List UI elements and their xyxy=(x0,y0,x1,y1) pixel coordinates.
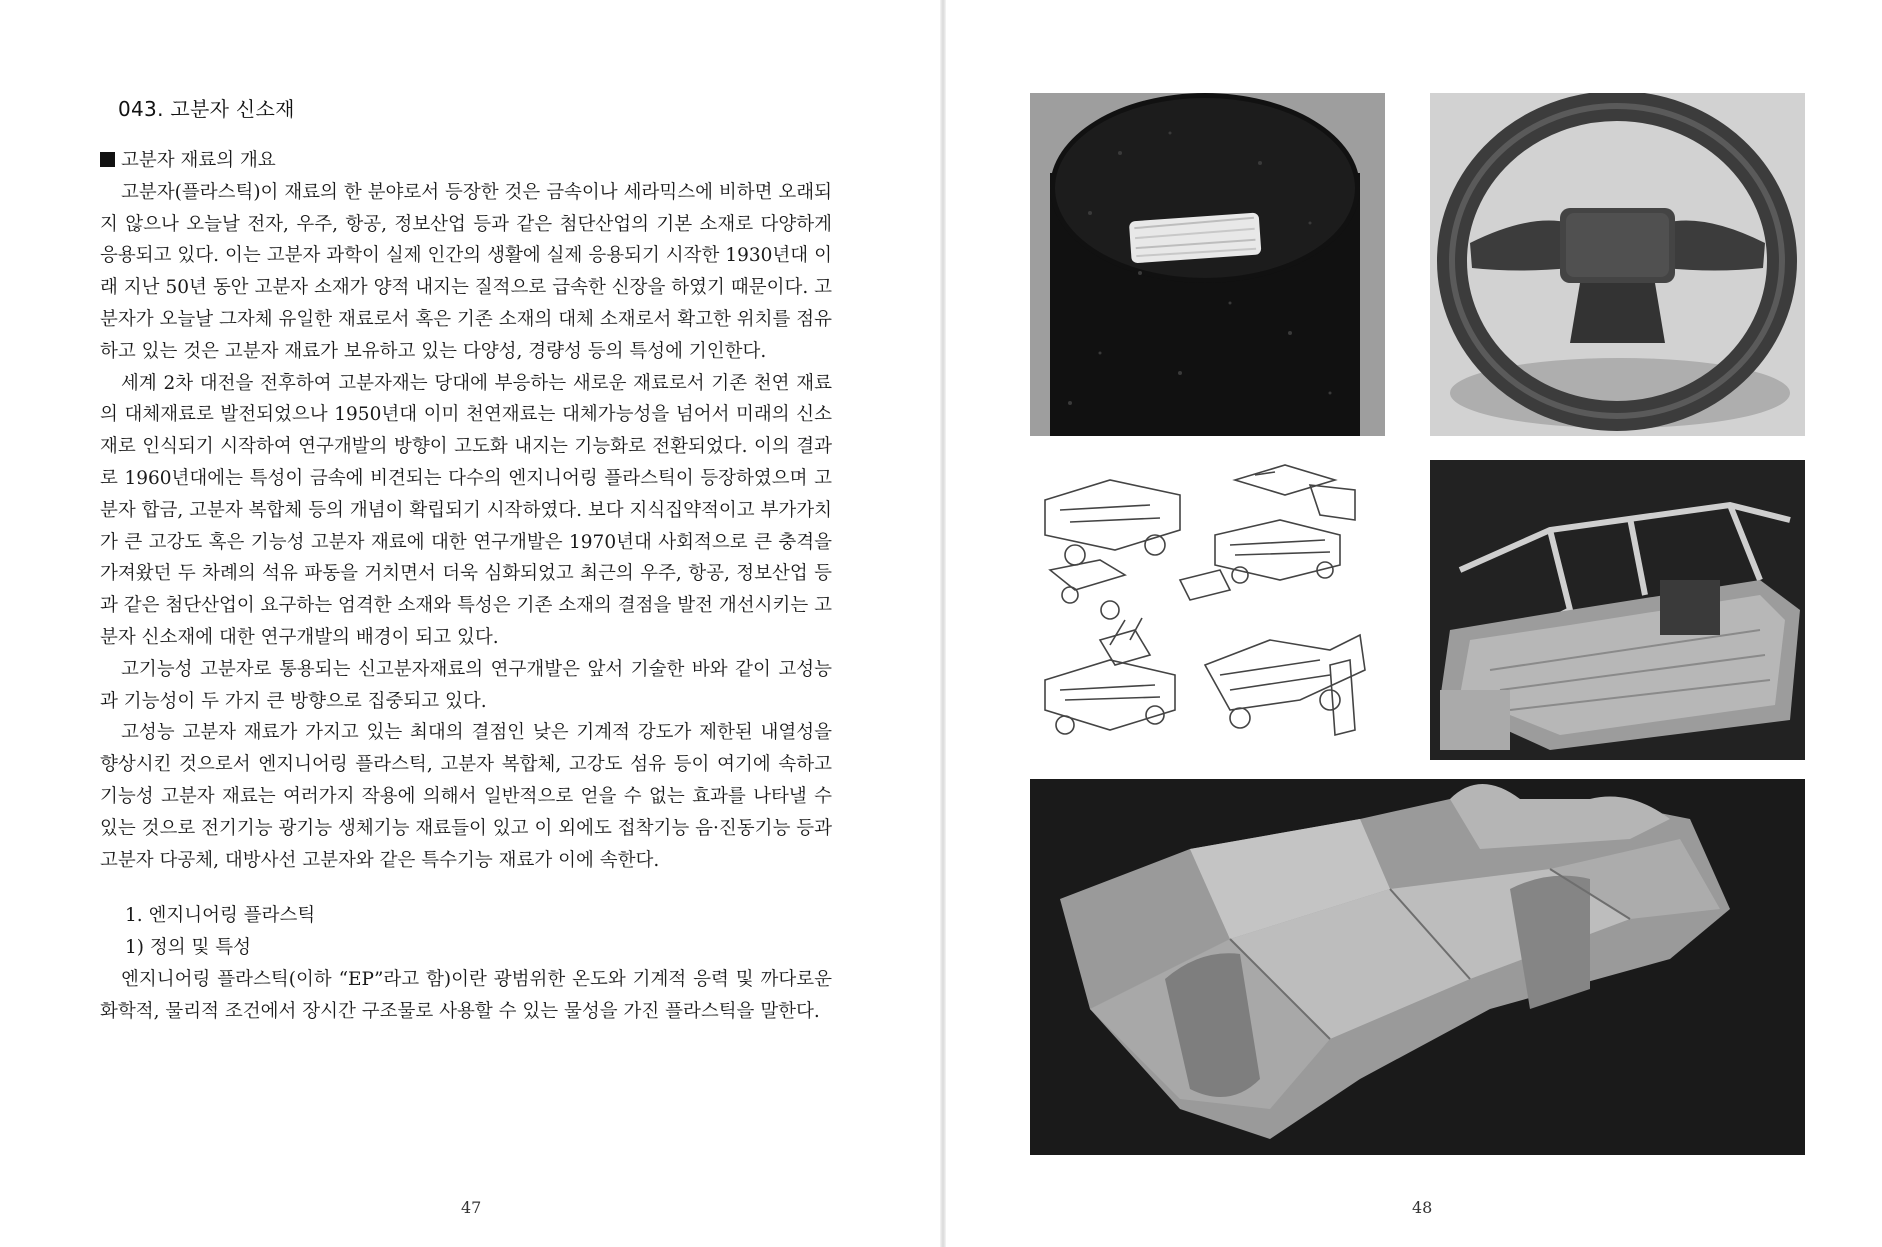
overview-title: 고분자 재료의 개요 xyxy=(121,150,276,171)
page-number-right: 48 xyxy=(1412,1198,1433,1217)
paragraph-3: 고기능성 고분자로 통용되는 신고분자재료의 연구개발은 앞서 기술한 바와 같이 고성능과 기능성이 두 가지 큰 방향으로 집중되고 있다. xyxy=(100,658,832,712)
left-page xyxy=(0,0,940,1247)
body-text xyxy=(100,145,832,1028)
overview-subheading xyxy=(100,145,832,177)
section-title: 1. 엔지니어링 플라스틱 xyxy=(125,905,316,927)
page-number-left: 47 xyxy=(461,1198,482,1217)
subsection-title: 1) 정의 및 특성 xyxy=(125,937,251,959)
vehicle-assembly-drawings xyxy=(1030,460,1385,760)
paragraph-4: 고성능 고분자 재료가 가지고 있는 최대의 결점인 낮은 기계적 강도가 제한된 내열성을 향상시킨 것으로서 엔지니어링 플라스틱, 고분자 복합체, 고강도 섬유 등이 여기에 속하고 기능성 고분자 재료는 여러가지 작용에 의해서 일반적으로 얻을 수 없는 효과를 나타낼 수 있는 것으로 전기기능 광기능 생체기능 재료들이 있고 이 외에도 접착기능 음·진동기능 등과 고분자 다공체, 대방사선 고분자와 같은 특수기능 재료가 이에 속한다. xyxy=(100,722,832,871)
plastic-sample-photo xyxy=(1030,93,1385,436)
car-body-frame-photo xyxy=(1430,460,1805,760)
page-heading: 043. 고분자 신소재 xyxy=(118,97,295,121)
paragraph-2: 세계 2차 대전을 전후하여 고분자재는 당대에 부응하는 새로운 재료로서 기존 천연 재료의 대체재료로 발전되었으나 1950년대 이미 천연재료는 대체가능성을 넘어서 미래의 신소재로 인식되기 시작하여 연구개발의 방향이 고도화 내지는 기능화로 전환되었다. 이의 결과로 1960년대에는 특성이 금속에 비견되는 다수의 엔지니어링 플라스틱이 등장하였으며 고분자 합금, 고분자 복합체 등의 개념이 확립되기 시작하였다. 보다 지식집약적이고 부가가치가 큰 고강도 혹은 기능성 고분자 재료에 대한 연구개발은 1970년대 사회적으로 큰 충격을 가져왔던 두 차례의 석유 파동을 거치면서 더욱 심화되었고 최근의 우주, 항공, 정보산업 등과 같은 첨단산업이 요구하는 엄격한 소재와 특성은 기존 소재의 결점을 발전 개선시키는 고분자 신소재에 대한 연구개발의 배경이 되고 있다. xyxy=(100,372,832,648)
plastic-car-tub-photo xyxy=(1030,779,1805,1155)
black-square-bullet-icon xyxy=(100,152,115,167)
right-page xyxy=(946,0,1882,1247)
definition-paragraph: 엔지니어링 플라스틱(이하 “EP”라고 함)이란 광범위한 온도와 기계적 응력 및 까다로운 화학적, 물리적 조건에서 장시간 구조물로 사용할 수 있는 물성을 가진 플라스틱을 말한다. xyxy=(100,968,832,1022)
paragraph-1: 고분자(플라스틱)이 재료의 한 분야로서 등장한 것은 금속이나 세라믹스에 비하면 오래되지 않으나 오늘날 전자, 우주, 항공, 정보산업 등과 같은 첨단산업의 기본 소재로 다양하게 응용되고 있다. 이는 고분자 과학이 실제 인간의 생활에 실제 응용되기 시작한 1930년대 이래 지난 50년 동안 고분자 소재가 양적 내지는 질적으로 급속한 신장을 하였기 때문이다. 고분자가 오늘날 그자체 유일한 재료로서 혹은 기존 소재의 대체 소재로서 확고한 위치를 점유하고 있는 것은 고분자 재료가 보유하고 있는 다양성, 경량성 등의 특성에 기인한다. xyxy=(100,181,832,362)
steering-wheel-photo xyxy=(1430,93,1805,436)
